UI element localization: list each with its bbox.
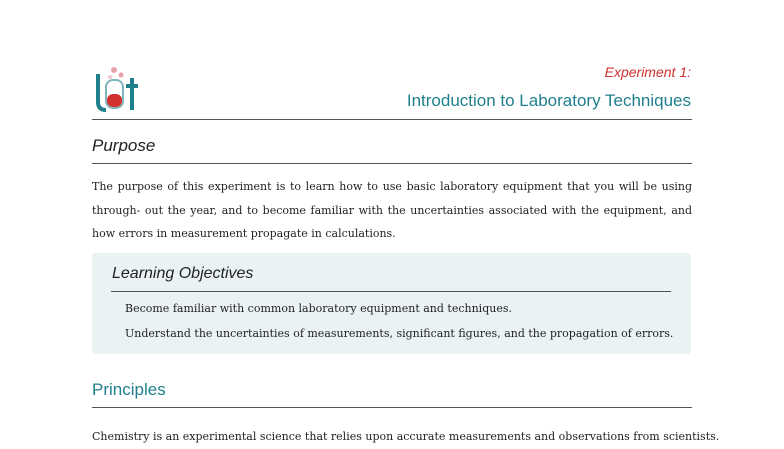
learning-objectives-divider xyxy=(111,291,671,292)
purpose-paragraph: The purpose of this experiment is to learn how to use basic laboratory equipment that you will be using through- out the year, and to become familiar with the uncertainties associated with the equipment, and how errors in measurement propagate in calculations. xyxy=(92,180,692,240)
objective-item: Become familiar with common laboratory equipment and techniques. xyxy=(125,302,512,315)
learning-objectives-box xyxy=(92,253,691,354)
principles-paragraph: Chemistry is an experimental science that relies upon accurate measurements and observations from scientists. xyxy=(92,430,720,443)
principles-heading: Principles xyxy=(92,380,166,399)
purpose-divider xyxy=(92,163,692,164)
purpose-heading: Purpose xyxy=(92,136,156,155)
experiment-title: Introduction to Laboratory Techniques xyxy=(406,91,691,110)
experiment-label: Experiment 1: xyxy=(604,64,691,80)
header-divider xyxy=(92,119,692,120)
learning-objectives-heading: Learning Objectives xyxy=(112,265,254,282)
principles-divider xyxy=(92,407,692,408)
objective-item: Understand the uncertainties of measurements, significant figures, and the propagation of errors. xyxy=(125,327,674,340)
flask-beaker-logo-icon xyxy=(94,64,138,116)
